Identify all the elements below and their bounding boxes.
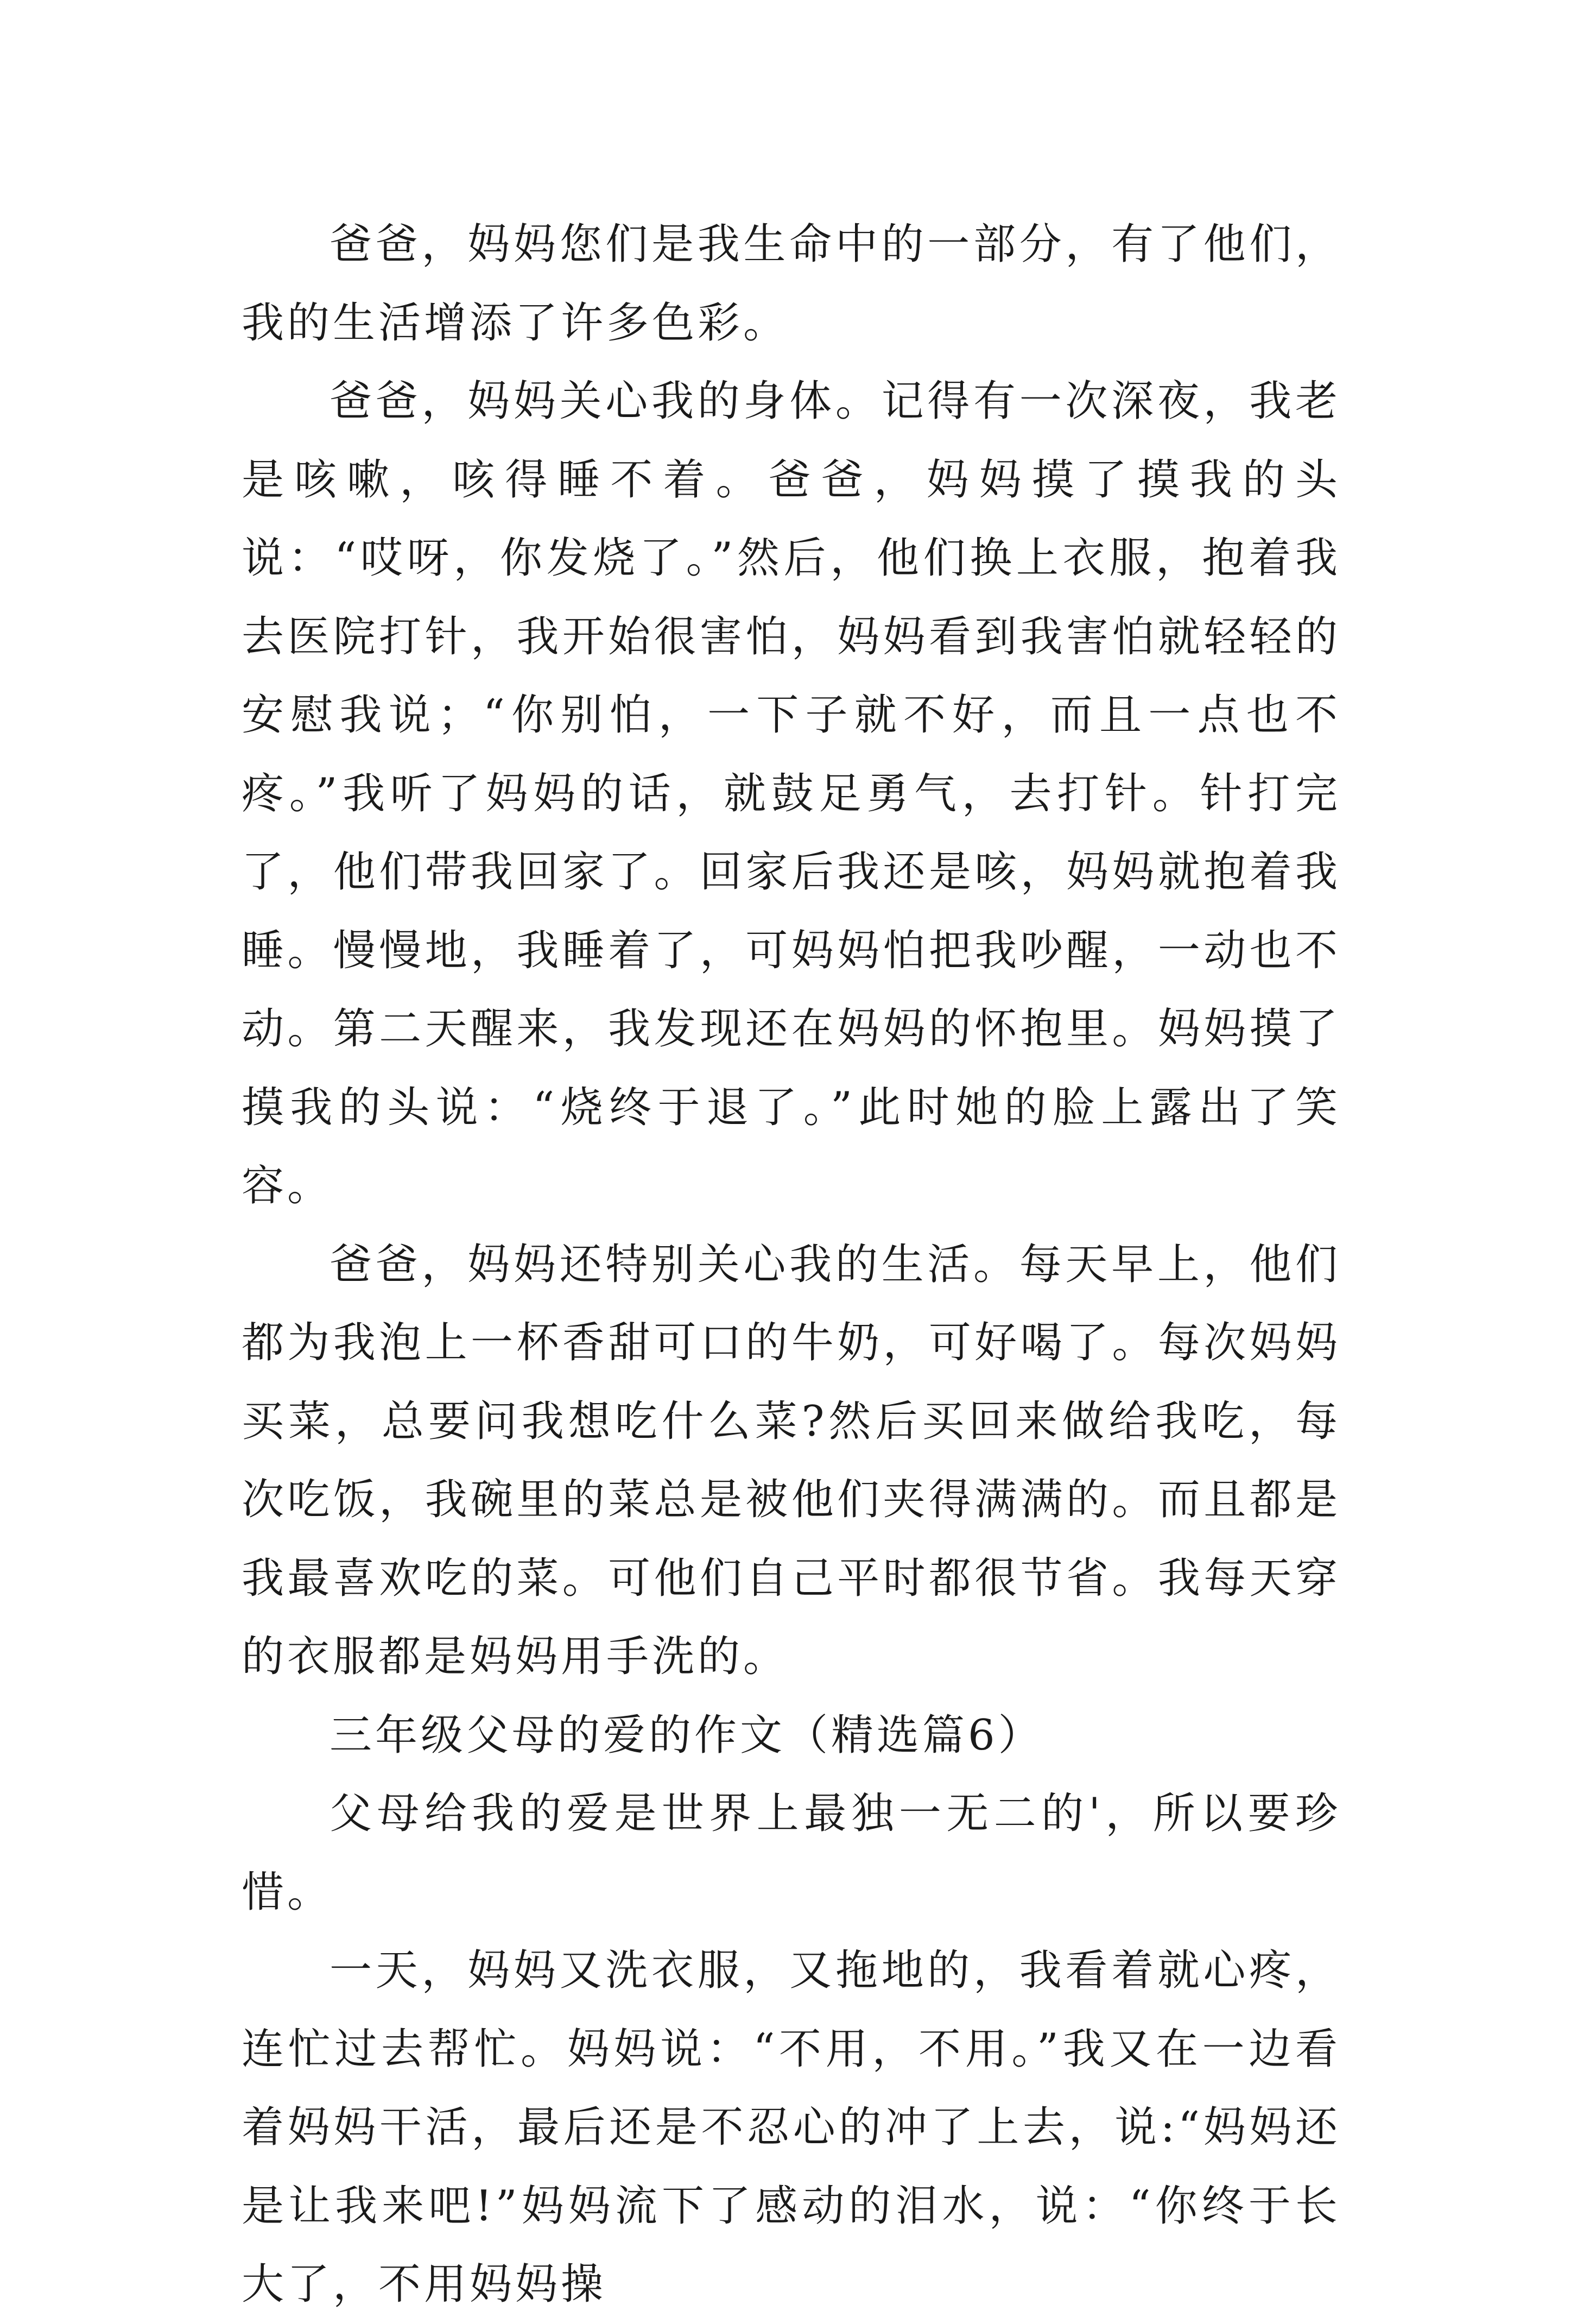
paragraph-chores: 一天，妈妈又洗衣服，又拖地的，我看着就心疼，连忙过去帮忙。妈妈说：“不用，不用。”我又在一边看着妈妈干活，最后还是不忍心的冲了上去，说:“妈妈还是让我来吧!”妈妈流下了感动的泪水，说：“你终于长大了，不用妈妈操 [242,1946,1341,2309]
paragraph-health: 爸爸，妈妈关心我的身体。记得有一次深夜，我老是咳嗽，咳得睡不着。爸爸，妈妈摸了摸我的头说：“哎呀，你发烧了。”然后，他们换上衣服，抱着我去医院打针，我开始很害怕，妈妈看到我害怕就轻轻的安慰我说；“你别怕，一下子就不好，而且一点也不疼。”我听了妈妈的话，就鼓足勇气，去打针。针打完了，他们带我回家了。回家后我还是咳，妈妈就抱着我睡。慢慢地，我睡着了，可妈妈怕把我吵醒，一动也不动。第二天醒来，我发现还在妈妈的怀抱里。妈妈摸了摸我的头说：“烧终于退了。”此时她的脸上露出了笑容。 [242,377,1341,1210]
paragraph-intro: 爸爸，妈妈您们是我生命中的一部分，有了他们，我的生活增添了许多色彩。 [242,220,1341,348]
essay-heading: 三年级父母的爱的作文（精选篇6） [330,1710,1044,1760]
paragraph-life: 爸爸，妈妈还特别关心我的生活。每天早上，他们都为我泡上一杯香甜可口的牛奶，可好喝了。每次妈妈买菜，总要问我想吃什么菜?然后买回来做给我吃，每次吃饭，我碗里的菜总是被他们夹得满满的。而且都是我最喜欢吃的菜。可他们自己平时都很节省。我每天穿的衣服都是妈妈用手洗的。 [242,1240,1341,1681]
document-body [242,205,1341,2324]
paragraph-cherish: 父母给我的爱是世界上最独一无二的'，所以要珍惜。 [242,1789,1341,1917]
